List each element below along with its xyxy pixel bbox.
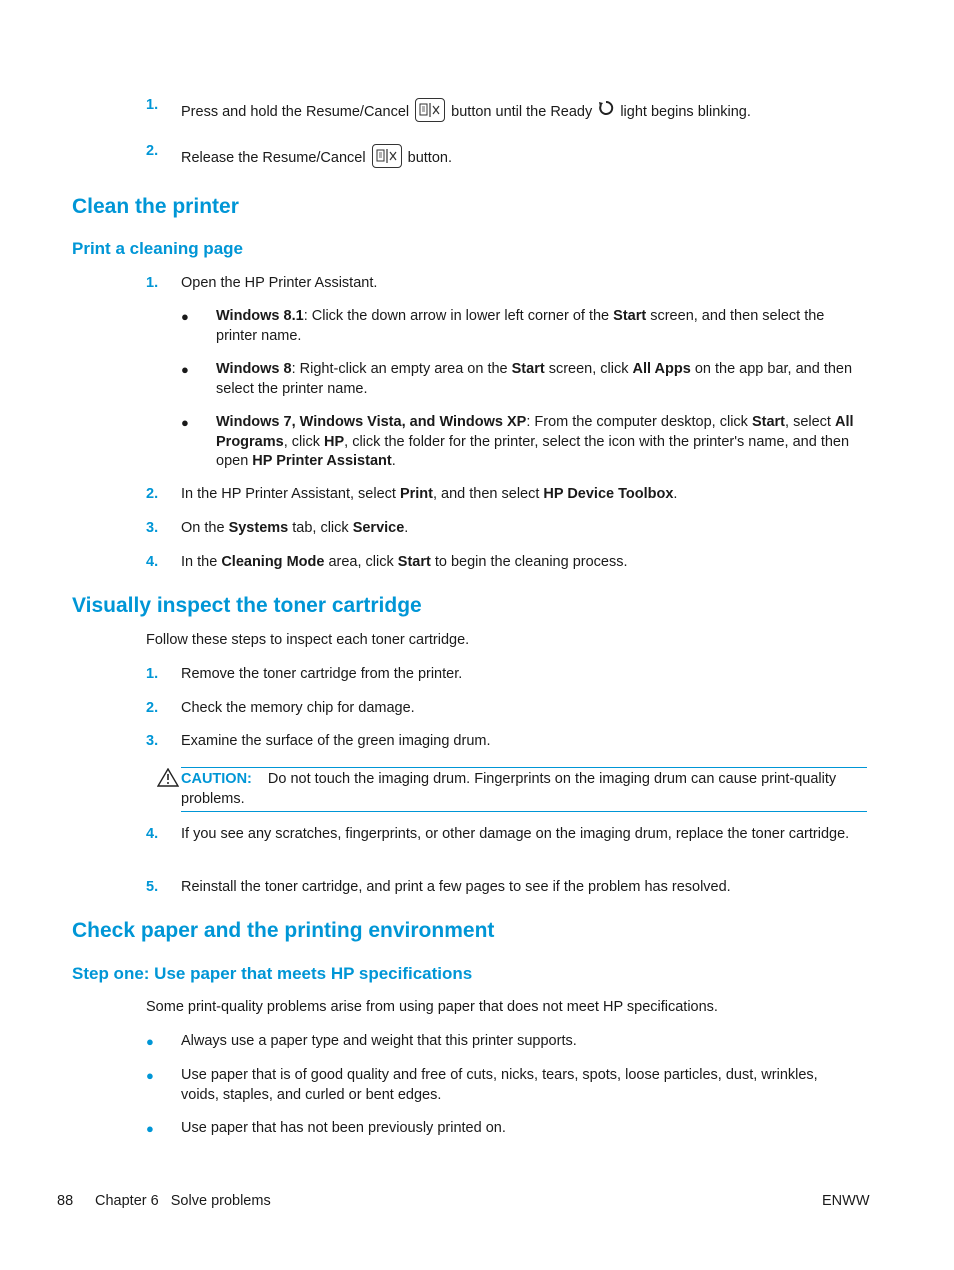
section-intro: Follow these steps to inspect each toner cartridge. [146,632,470,648]
step-text: Check the memory chip for damage. [181,700,415,716]
section-title-clean: Clean the printer [72,195,239,218]
caution-note: CAUTION: Do not touch the imaging drum. Fingerprints on the imaging drum can cause print-quality problems. [181,771,837,807]
resume-cancel-icon [372,144,402,168]
step-text: Examine the surface of the green imaging drum. [181,733,491,749]
caution-label: CAUTION: [181,771,252,787]
subsection-title-paper-specs: Step one: Use paper that meets HP specifications [72,964,473,983]
bullet-text: Windows 8: Right-click an empty area on the Start screen, click All Apps on the app bar, and then select the printer name. [216,361,853,397]
step-text: On the Systems tab, click Service. [181,520,409,536]
caution-bottom-rule [181,811,867,812]
step-text: Release the Resume/Cancel button. [181,146,861,170]
bullet: ● [146,1068,154,1083]
step-number: 5. [146,879,159,895]
bullet-text: Windows 8.1: Click the down arrow in lower left corner of the Start screen, and then select the printer name. [216,308,825,344]
chapter-title: Chapter 6 Solve problems [95,1193,271,1209]
ready-light-icon [598,100,614,123]
step-number: 2. [146,486,159,502]
step-number: 4. [146,826,159,842]
resume-cancel-icon [415,98,445,122]
bullet-text: Always use a paper type and weight that this printer supports. [181,1033,577,1049]
step-text: In the Cleaning Mode area, click Start to begin the cleaning process. [181,554,628,570]
caution-top-rule [181,767,867,768]
step-text: Reinstall the toner cartridge, and print a few pages to see if the problem has resolved. [181,879,731,895]
section-intro: Some print-quality problems arise from using paper that does not meet HP specifications. [146,999,718,1015]
page-number: 88 [57,1193,74,1209]
bullet: ● [146,1034,154,1049]
step-number: 2. [146,700,159,716]
bullet: ● [181,415,189,430]
bullet: ● [181,309,189,324]
section-title-inspect: Visually inspect the toner cartridge [72,594,422,617]
step-number: 4. [146,554,159,570]
footer-right-label: ENWW [822,1193,870,1209]
step-number: 2. [146,143,159,159]
bullet: ● [146,1121,154,1136]
step-number: 1. [146,97,159,113]
section-title-paper: Check paper and the printing environment [72,919,495,942]
step-text: Open the HP Printer Assistant. [181,275,378,291]
step-number: 3. [146,520,159,536]
bullet-text: Use paper that is of good quality and free of cuts, nicks, tears, spots, loose particles, dust, wrinkles, voids, staples, and curled or bent edges. [181,1067,818,1103]
caution-icon [157,768,179,794]
step-text: Remove the toner cartridge from the printer. [181,666,463,682]
step-number: 1. [146,666,159,682]
bullet-text: Use paper that has not been previously printed on. [181,1120,506,1136]
step-text: If you see any scratches, fingerprints, or other damage on the imaging drum, replace the toner cartridge. [181,826,850,842]
step-text: In the HP Printer Assistant, select Print, and then select HP Device Toolbox. [181,486,678,502]
subsection-title-cleaning-page: Print a cleaning page [72,239,243,258]
bullet: ● [181,362,189,377]
step-number: 1. [146,275,159,291]
step-number: 3. [146,733,159,749]
step-text: Press and hold the Resume/Cancel button until the Ready light begins blinking. [181,100,861,124]
bullet-text: Windows 7, Windows Vista, and Windows XP: From the computer desktop, click Start, select All Programs, click HP, click the folder for the printer, select the icon with the printer's name, and then open HP Printer Assistant. [216,414,854,469]
